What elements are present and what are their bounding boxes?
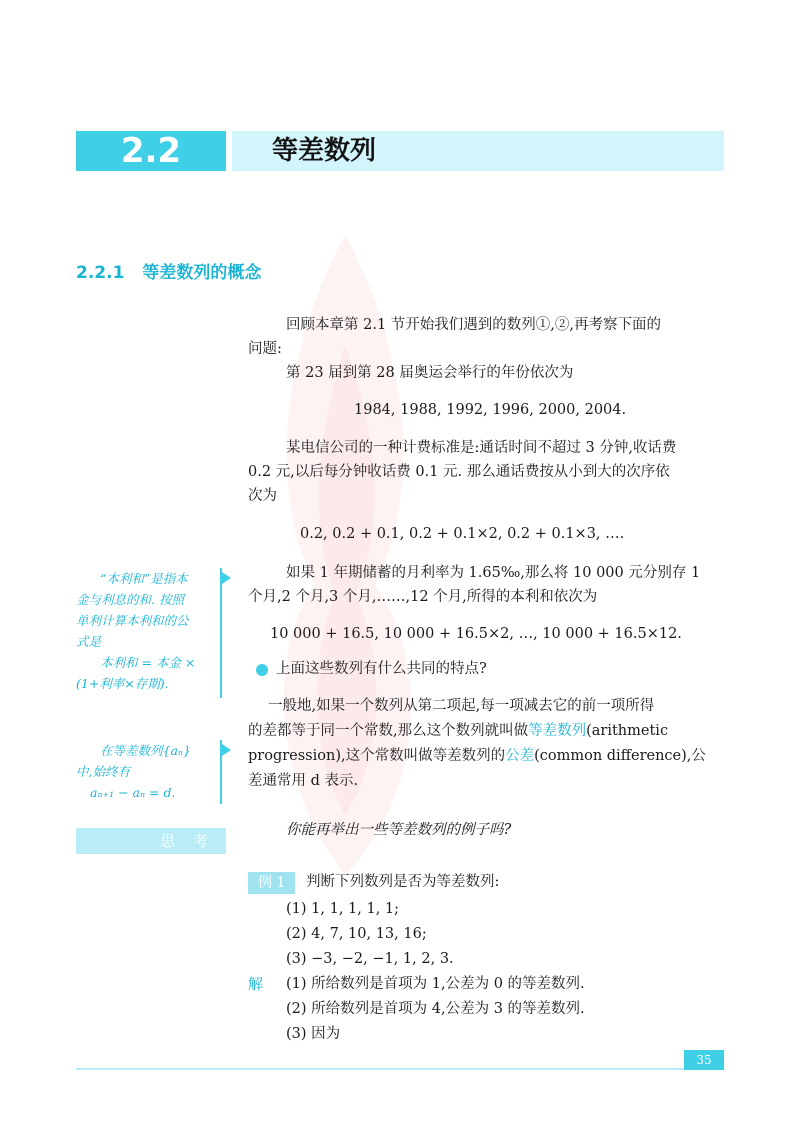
sidebar-note-difference bbox=[76, 740, 222, 804]
deposit-sequence: 10 000 + 16.5, 10 000 + 16.5×2, …, 10 000 + 16.5×12. bbox=[270, 626, 682, 642]
definition-line-2-pre: 的差都等于同一个常数,那么这个数列就叫做 bbox=[248, 723, 529, 739]
answer-2: (2) 所给数列是首项为 4,公差为 3 的等差数列. bbox=[286, 1001, 585, 1017]
answer-1: (1) 所给数列是首项为 1,公差为 0 的等差数列. bbox=[286, 976, 585, 992]
intro-line-1: 回顾本章第 2.1 节开始我们遇到的数列①,②,再考察下面的 bbox=[286, 317, 661, 333]
question-bullet-icon bbox=[256, 664, 268, 676]
term-common-difference: 公差 bbox=[505, 748, 535, 764]
definition-line-3-pre: progression),这个常数叫做等差数列的 bbox=[248, 748, 506, 764]
deposit-line-1: 如果 1 年期储蓄的月利率为 1.65‰,那么将 10 000 元分别存 1 bbox=[286, 565, 701, 581]
note2-line-1: 在等差数列{aₙ} bbox=[100, 743, 191, 758]
section-heading-title: 等差数列的概念 bbox=[142, 263, 262, 283]
note1-line-5: 本利和 = 本金 × bbox=[100, 655, 196, 670]
telecom-line-3: 次为 bbox=[248, 488, 277, 504]
note2-arrow-icon bbox=[222, 744, 231, 756]
note1-arrow-icon bbox=[222, 572, 231, 584]
note2-line-2: 中,始终有 bbox=[76, 764, 130, 779]
sidebar-note-interest bbox=[76, 568, 222, 698]
definition-line-2 bbox=[248, 719, 668, 744]
telecom-line-1: 某电信公司的一种计费标准是:通话时间不超过 3 分钟,收话费 bbox=[286, 440, 677, 456]
note1-line-4: 式是 bbox=[76, 634, 102, 649]
section-heading-number: 2.2.1 bbox=[76, 263, 125, 283]
definition-line-4: 差通常用 d 表示. bbox=[248, 773, 359, 789]
footer-rule bbox=[76, 1068, 724, 1070]
example-item-2: (2) 4, 7, 10, 13, 16; bbox=[286, 926, 427, 942]
deposit-line-2: 个月,2 个月,3 个月,……,12 个月,所得的本利和依次为 bbox=[248, 589, 598, 605]
definition-line-3-post: (common difference),公 bbox=[534, 748, 706, 764]
definition-line-1: 一般地,如果一个数列从第二项起,每一项减去它的前一项所得 bbox=[268, 698, 655, 714]
note1-line-2: 金与利息的和. 按照 bbox=[76, 592, 184, 607]
example-item-1: (1) 1, 1, 1, 1, 1; bbox=[286, 901, 400, 917]
definition-line-2-post: (arithmetic bbox=[586, 723, 669, 739]
telecom-line-2: 0.2 元,以后每分钟收话费 0.1 元. 那么通话费按从小到大的次序依 bbox=[248, 464, 670, 480]
note1-line-1: “本利和”是指本 bbox=[100, 571, 188, 586]
example-item-3: (3) −3, −2, −1, 1, 2, 3. bbox=[286, 951, 454, 967]
section-number-banner: 2.2 bbox=[76, 131, 226, 171]
olympics-years: 1984, 1988, 1992, 1996, 2000, 2004. bbox=[354, 402, 627, 418]
definition-line-3 bbox=[248, 744, 706, 769]
telecom-sequence: 0.2, 0.2 + 0.1, 0.2 + 0.1×2, 0.2 + 0.1×3, …. bbox=[300, 526, 625, 542]
note1-line-6: (1+利率×存期). bbox=[76, 676, 169, 691]
page-number: 35 bbox=[684, 1050, 724, 1070]
answer-3: (3) 因为 bbox=[286, 1026, 341, 1042]
example-label: 例 1 bbox=[248, 872, 295, 894]
term-arithmetic-sequence: 等差数列 bbox=[528, 723, 587, 739]
intro-line-2: 问题: bbox=[248, 341, 282, 357]
solution-label: 解 bbox=[248, 975, 264, 993]
page-title: 等差数列 bbox=[272, 136, 377, 166]
think-label-bar: 思考 bbox=[76, 828, 226, 854]
question-line: 上面这些数列有什么共同的特点? bbox=[276, 661, 487, 677]
note1-line-3: 单利计算本利和的公 bbox=[76, 613, 189, 628]
think-prompt: 你能再举出一些等差数列的例子吗? bbox=[286, 822, 512, 838]
example-prompt: 判断下列数列是否为等差数列: bbox=[306, 874, 500, 890]
note2-line-3: aₙ₊₁ − aₙ = d. bbox=[90, 785, 176, 800]
section-heading bbox=[76, 258, 261, 283]
olympics-line: 第 23 届到第 28 届奥运会举行的年份依次为 bbox=[286, 365, 574, 381]
